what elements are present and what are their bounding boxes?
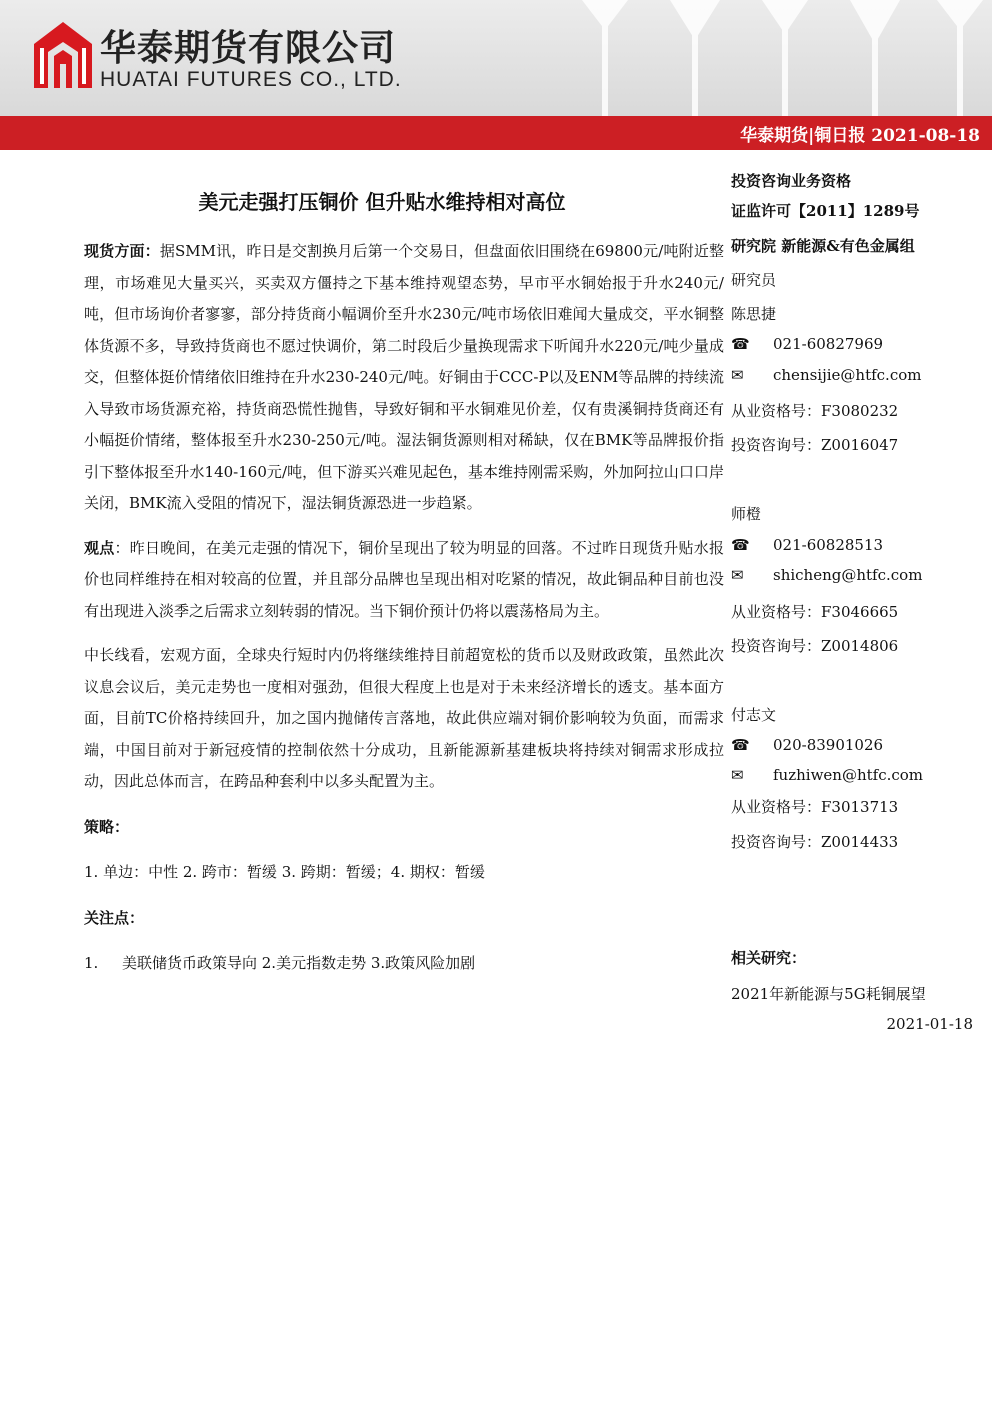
company-name-en: HUATAI FUTURES CO., LTD. [100,68,402,91]
spot-paragraph [84,236,724,520]
role-label: 研究员 [731,271,777,289]
view-text: ：昨日晚间，在美元走强的情况下，铜价呈现出了较为明显的回落。不过昨日现货升贴水报价也同样维持在相对较高的位置，并且部分品牌也呈现出相对吃紧的情况，故此铜品种目前也没有出现进入淡季之后需求立刻转弱的情况。当下铜价预计仍将以震荡格局为主。 [84,538,724,620]
related-research-date: 2021-01-18 [886,1015,973,1033]
strategy-text: 1. 单边：中性 2. 跨市：暂缓 3. 跨期：暂缓；4. 期权：暂缓 [84,863,485,881]
email-icon: ✉ [731,566,744,584]
related-research-item[interactable]: 2021年新能源与5G耗铜展望 [731,985,926,1003]
license-number: 证监许可【2011】1289号 [731,202,920,220]
view-label: 观点 [84,538,115,557]
qualification-title: 投资咨询业务资格 [731,172,852,190]
analyst-cert-qualification: 从业资格号：F3046665 [731,603,899,621]
analyst-cert-advisory: 投资咨询号：Z0014806 [731,637,899,655]
focus-label: 关注点： [84,908,145,927]
report-banner [0,116,992,150]
analyst-phone: 021-60828513 [773,536,884,554]
report-body [84,236,724,980]
analyst-phone: 020-83901026 [773,736,884,754]
company-name-cn: 华泰期货有限公司 [100,28,397,69]
analyst-cert-qualification: 从业资格号：F3080232 [731,402,899,420]
analyst-cert-qualification: 从业资格号：F3013713 [731,798,899,816]
analyst-name: 师橙 [731,505,762,523]
department: 研究院 新能源&有色金属组 [731,237,915,255]
email-icon: ✉ [731,366,744,384]
analyst-name: 陈思捷 [731,305,777,323]
focus-text: 美联储货币政策导向 2.美元指数走势 3.政策风险加剧 [122,954,476,972]
view-paragraph [84,533,724,628]
spot-label: 现货方面： [84,242,160,260]
header-decoration-icon [572,0,992,116]
analyst-email[interactable]: shicheng@htfc.com [773,566,923,584]
analyst-phone: 021-60827969 [773,335,884,353]
phone-icon: ☎ [731,335,750,353]
analyst-email[interactable]: fuzhiwen@htfc.com [773,766,924,784]
analyst-cert-advisory: 投资咨询号：Z0014433 [731,833,899,851]
related-research-title: 相关研究： [731,949,807,967]
analyst-email[interactable]: chensijie@htfc.com [773,366,922,384]
huatai-logo-icon [34,22,92,88]
phone-icon: ☎ [731,536,750,554]
report-title: 美元走强打压铜价 但升贴水维持相对高位 [198,190,566,214]
email-icon: ✉ [731,766,744,784]
analyst-cert-advisory: 投资咨询号：Z0016047 [731,436,899,454]
analyst-name: 付志文 [731,706,777,724]
focus-line [84,948,724,980]
report-banner-text: 华泰期货|铜日报 2021-08-18 [740,126,980,146]
phone-icon: ☎ [731,736,750,754]
page-header [0,0,992,116]
focus-number: 1. [84,954,99,972]
medium-term-paragraph: 中长线看，宏观方面，全球央行短时内仍将继续维持目前超宽松的货币以及财政政策，虽然此次议息会议后，美元走势也一度相对强劲，但很大程度上也是对于未来经济增长的透支。基本面方面，目前TC价格持续回升，加之国内抛储传言落地，故此供应端对铜价影响较为负面，而需求端，中国目前对于新冠疫情的控制依然十分成功，且新能源新基建板块将持续对铜需求形成拉动，因此总体而言，在跨品种套利中以多头配置为主。 [84,646,724,790]
spot-text: 据SMM讯，昨日是交割换月后第一个交易日，但盘面依旧围绕在69800元/吨附近整理，市场难见大量买兴，买卖双方僵持之下基本维持观望态势，早市平水铜始报于升水240元/吨，但市场询价者寥寥，部分持货商小幅调价至升水230元/吨市场依旧难闻大量成交，平水铜整体货源不多，导致持货商也不愿过快调价，第二时段后少量换现需求下听闻升水220元/吨少量成交，但整体挺价情绪依旧维持在升水230-240元/吨。好铜由于CCC-P以及ENM等品牌的持续流入导致市场货源充裕，持货商恐慌性抛售，导致好铜和平水铜难见价差，仅有贵溪铜持货商还有小幅挺价情绪，整体报至升水230-250元/吨。湿法铜货源则相对稀缺，仅在BMK等品牌报价指引下整体报至升水140-160元/吨，但下游买兴难见起色，基本维持刚需采购，外加阿拉山口口岸关闭，BMK流入受阻的情况下，湿法铜货源恐进一步趋紧。 [84,242,724,512]
strategy-label: 策略： [84,817,130,836]
